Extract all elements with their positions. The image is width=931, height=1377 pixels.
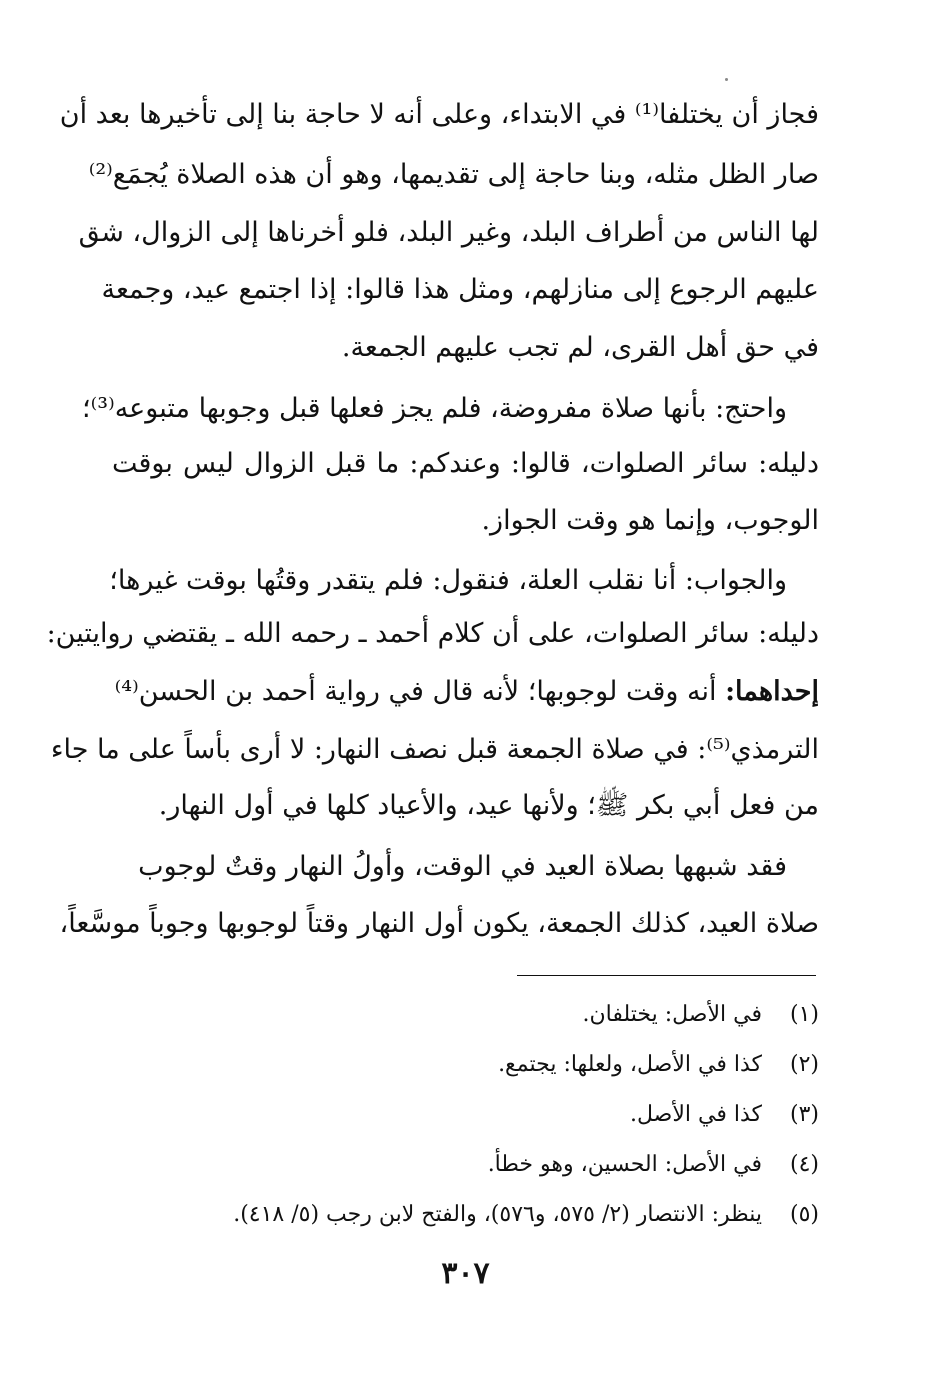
footnote-text: في الأصل: الحسين، وهو خطأ. [487,1152,762,1177]
footnote-text: في الأصل: يختلفان. [582,1002,762,1027]
footnote-4 [112,1140,819,1190]
footnote-text: كذا في الأصل، ولعلها: يجتمع. [498,1052,762,1077]
body-line-15: صلاة العيد، كذلك الجمعة، يكون أول النهار وقتاً لوجوبها وجوباً موسَّعاً، [59,908,819,939]
footnote-text: ينظر: الانتصار (٢/ ٥٧٥، و٥٧٦)، والفتح لابن رجب (٥/ ٤١٨). [233,1202,762,1227]
body-line-14: فقد شبهها بصلاة العيد في الوقت، وأولُ النهار وقتٌ لوجوب [138,851,787,882]
body-line-7: دليله: سائر الصلوات، قالوا: وعندكم: ما قبل الزوال ليس بوقت [112,448,819,479]
footnote-number: (٢) [789,1052,819,1077]
scan-speck [725,78,728,81]
footnote-number: (٤) [789,1152,819,1177]
body-line-12: الترمذي⁽⁵⁾: في صلاة الجمعة قبل نصف النهار: لا أرى بأساً على ما جاء [50,734,819,765]
body-line-9: والجواب: أنا نقلب العلة، فنقول: فلم يتقدر وقتُها بوقت غيرها؛ [109,565,787,596]
footnote-2 [112,1040,819,1090]
footnote-number: (٣) [789,1102,819,1127]
body-line-8: الوجوب، وإنما هو وقت الجواز. [481,505,819,536]
body-line-13: من فعل أبي بكر ﷺ؛ ولأنها عيد، والأعياد كلها في أول النهار. [158,790,819,821]
footnote-separator [517,975,816,976]
footnote-1 [112,990,819,1040]
body-line-3: لها الناس من أطراف البلد، وغير البلد، فلو أخرناها إلى الزوال، شق [78,217,819,248]
footnote-number: (٥) [789,1202,819,1227]
body-line-1: فجاز أن يختلفا⁽¹⁾ في الابتداء، وعلى أنه لا حاجة بنا إلى تأخيرها بعد أن [59,99,819,130]
page-number: ٣٠٧ [441,1256,490,1291]
footnote-5 [112,1190,819,1240]
body-line-10: دليله: سائر الصلوات، على أن كلام أحمد ـ رحمه الله ـ يقتضي روايتين: [46,618,819,649]
body-line-5: في حق أهل القرى، لم تجب عليهم الجمعة. [341,332,819,363]
footnote-number: (١) [789,1002,819,1027]
body-line-6: واحتج: بأنها صلاة مفروضة، فلم يجز فعلها قبل وجوبها متبوعه⁽³⁾؛ [82,393,787,424]
body-line-2: صار الظل مثله، وبنا حاجة إلى تقديمها، وهو أن هذه الصلاة يُجمَع⁽²⁾ [88,159,819,190]
body-line-11-text: أنه وقت لوجوبها؛ لأنه قال في رواية أحمد بن الحسن⁽⁴⁾ [114,676,717,707]
body-line-4: عليهم الرجوع إلى منازلهم، ومثل هذا قالوا: إذا اجتمع عيد، وجمعة [101,274,819,305]
footnote-3 [112,1090,819,1140]
body-line-11 [112,665,819,719]
bold-lead: إحداهما: [725,676,819,707]
footnote-text: كذا في الأصل. [630,1102,762,1127]
